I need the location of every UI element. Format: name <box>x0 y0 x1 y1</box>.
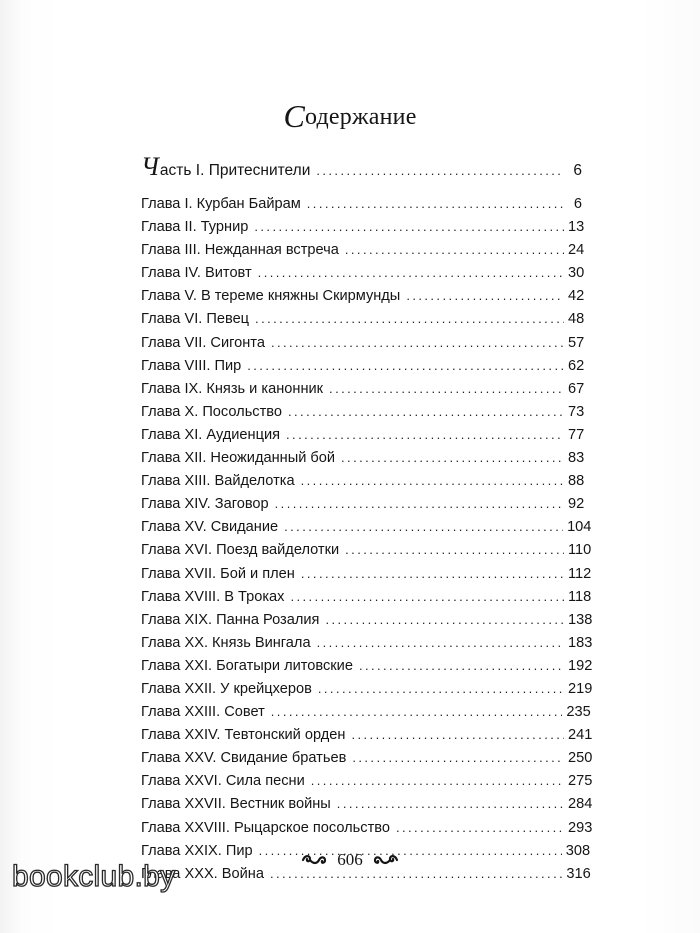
chapter-page-number: 138 <box>568 611 593 628</box>
chapter-title: Глава III. Нежданная встреча <box>141 242 339 259</box>
table-of-contents <box>141 152 593 889</box>
leader-dots <box>345 542 564 557</box>
toc-chapter-entry[interactable] <box>141 680 593 704</box>
leader-dots <box>288 404 564 419</box>
chapter-page-number: 92 <box>568 496 585 513</box>
toc-chapter-entry[interactable] <box>141 542 592 565</box>
chapter-title: Глава XVIII. В Троках <box>141 588 285 605</box>
page-number: 606 <box>337 850 363 869</box>
chapter-title: Глава XIX. Панна Розалия <box>141 611 320 628</box>
leader-dots <box>352 750 564 765</box>
chapter-title: Глава XXIV. Тевтонский орден <box>141 727 346 744</box>
leader-dots <box>301 473 564 488</box>
chapter-title: Глава X. Посольство <box>141 403 282 420</box>
toc-chapter-entry[interactable] <box>141 727 593 750</box>
leader-dots <box>311 773 564 788</box>
chapter-page-number: 235 <box>566 704 591 721</box>
chapter-page-number: 24 <box>568 242 585 259</box>
toc-chapter-entry[interactable] <box>141 657 593 681</box>
toc-chapter-entry[interactable] <box>141 519 592 542</box>
chapter-title: Глава XX. Князь Вингала <box>141 634 311 651</box>
chapter-page-number: 316 <box>566 865 591 882</box>
title-initial: С <box>283 98 305 134</box>
toc-chapter-entry[interactable] <box>141 265 585 288</box>
scroll-ornament-icon <box>301 854 327 866</box>
chapter-title: Глава XVI. Поезд вайделотки <box>141 542 340 559</box>
toc-chapter-entry[interactable] <box>141 426 585 450</box>
chapter-title: Глава XI. Аудиенция <box>141 426 281 443</box>
chapter-page-number: 241 <box>568 727 593 744</box>
toc-chapter-entry[interactable] <box>141 380 585 404</box>
chapter-title: Глава I. Курбан Байрам <box>141 196 301 212</box>
chapter-title: Глава XXX. Война <box>141 865 264 882</box>
leader-dots <box>341 450 564 465</box>
toc-chapter-entry[interactable] <box>141 357 585 381</box>
leader-dots <box>329 381 564 396</box>
chapter-page-number: 112 <box>568 565 592 582</box>
chapter-title: Глава XVII. Бой и плен <box>141 565 295 582</box>
scroll-ornament-icon <box>373 854 399 866</box>
leader-dots <box>359 658 564 673</box>
chapter-title: Глава XXV. Свидание братьев <box>141 750 347 767</box>
toc-chapter-entry[interactable] <box>141 565 592 589</box>
chapter-page-number: 13 <box>568 219 585 236</box>
leader-dots <box>307 196 564 211</box>
chapter-title: Глава II. Турнир <box>141 219 249 236</box>
chapter-title: Глава XV. Свидание <box>141 519 279 536</box>
toc-chapter-entry[interactable] <box>141 819 593 843</box>
toc-chapter-entry[interactable] <box>141 473 585 496</box>
chapter-title: Глава VI. Певец <box>141 311 250 328</box>
chapter-title: Глава VII. Сигонта <box>141 334 265 351</box>
toc-chapter-entry[interactable] <box>141 242 585 265</box>
leader-dots <box>396 820 564 835</box>
chapter-title: Глава VIII. Пир <box>141 357 242 374</box>
toc-chapter-entry[interactable] <box>141 704 591 727</box>
leader-dots <box>337 796 564 811</box>
toc-chapter-entry[interactable] <box>141 750 593 773</box>
chapter-page-number: 110 <box>568 542 592 559</box>
chapter-page-number: 42 <box>568 288 585 305</box>
toc-chapter-entry[interactable] <box>141 196 582 219</box>
leader-dots <box>318 681 564 696</box>
chapter-title: Глава XXI. Богатыри литовские <box>141 657 353 674</box>
chapter-title: Глава XII. Неожиданный бой <box>141 450 336 467</box>
leader-dots <box>290 589 564 604</box>
toc-chapter-entry[interactable] <box>141 634 593 658</box>
toc-chapter-entry[interactable] <box>141 773 593 796</box>
leader-dots <box>271 335 564 350</box>
chapter-title: Глава XXVIII. Рыцарское посольство <box>141 819 390 836</box>
leader-dots <box>286 427 564 442</box>
toc-chapter-entry[interactable] <box>141 611 593 635</box>
chapter-title: Глава XIII. Вайделотка <box>141 473 295 490</box>
chapter-title: Глава V. В тереме княжны Скирмунды <box>141 288 401 305</box>
leader-dots <box>284 519 563 534</box>
part-label <box>141 152 311 181</box>
chapter-page-number: 73 <box>568 403 585 420</box>
toc-chapter-entry[interactable] <box>141 496 585 519</box>
leader-dots <box>351 727 564 742</box>
chapter-title: Глава XXVI. Сила песни <box>141 773 305 790</box>
chapter-page-number: 62 <box>568 357 585 374</box>
toc-chapter-entry[interactable] <box>141 288 585 311</box>
toc-chapter-entry[interactable] <box>141 334 585 358</box>
chapter-page-number: 284 <box>568 796 593 813</box>
chapter-page-number: 77 <box>568 426 585 443</box>
toc-chapter-entry[interactable] <box>141 796 593 819</box>
leader-dots <box>258 265 564 280</box>
page-title <box>0 98 700 135</box>
chapter-title: Глава XXVII. Вестник войны <box>141 796 331 813</box>
chapter-title: Глава XXIII. Совет <box>141 704 265 721</box>
chapter-title: Глава XXII. У крейцхеров <box>141 680 312 697</box>
chapter-page-number: 219 <box>568 680 593 697</box>
part-title: асть I. Притеснители <box>159 162 311 179</box>
chapter-page-number: 6 <box>573 196 582 212</box>
chapter-page-number: 250 <box>568 750 593 767</box>
leader-dots <box>316 163 564 178</box>
chapter-page-number: 183 <box>568 634 593 651</box>
toc-chapter-entry[interactable] <box>141 403 585 427</box>
chapter-list <box>141 196 593 889</box>
toc-chapter-entry[interactable] <box>141 450 585 473</box>
chapter-page-number: 293 <box>568 819 593 836</box>
toc-chapter-entry[interactable] <box>141 219 585 242</box>
chapter-page-number: 83 <box>568 450 585 467</box>
leader-dots <box>254 219 564 234</box>
toc-part-entry[interactable] <box>141 152 582 188</box>
chapter-page-number: 48 <box>568 311 585 328</box>
chapter-title: Глава XIV. Заговор <box>141 496 269 513</box>
leader-dots <box>275 496 564 511</box>
chapter-page-number: 308 <box>565 842 591 859</box>
part-initial: Ч <box>141 152 159 181</box>
chapter-page-number: 275 <box>568 773 593 790</box>
leader-dots <box>325 612 564 627</box>
chapter-page-number: 57 <box>568 334 585 351</box>
chapter-page-number: 104 <box>567 519 592 536</box>
chapter-title: Глава XXIX. Пир <box>141 842 253 859</box>
leader-dots <box>301 566 564 581</box>
leader-dots <box>345 242 564 257</box>
title-rest: одержание <box>305 104 417 130</box>
watermark: bookclub.by <box>12 860 176 893</box>
leader-dots <box>271 704 563 719</box>
part-page-number: 6 <box>573 162 582 179</box>
leader-dots <box>247 358 564 373</box>
chapter-title: Глава IX. Князь и канонник <box>141 380 324 397</box>
toc-chapter-entry[interactable] <box>141 311 585 334</box>
leader-dots <box>317 635 564 650</box>
chapter-page-number: 30 <box>568 265 585 282</box>
toc-chapter-entry[interactable] <box>141 588 592 612</box>
chapter-page-number: 88 <box>568 473 585 490</box>
chapter-page-number: 192 <box>568 657 593 674</box>
chapter-page-number: 67 <box>568 380 585 397</box>
leader-dots <box>255 311 564 326</box>
chapter-title: Глава IV. Витовт <box>141 265 252 282</box>
chapter-page-number: 118 <box>568 588 592 605</box>
leader-dots <box>406 288 564 303</box>
